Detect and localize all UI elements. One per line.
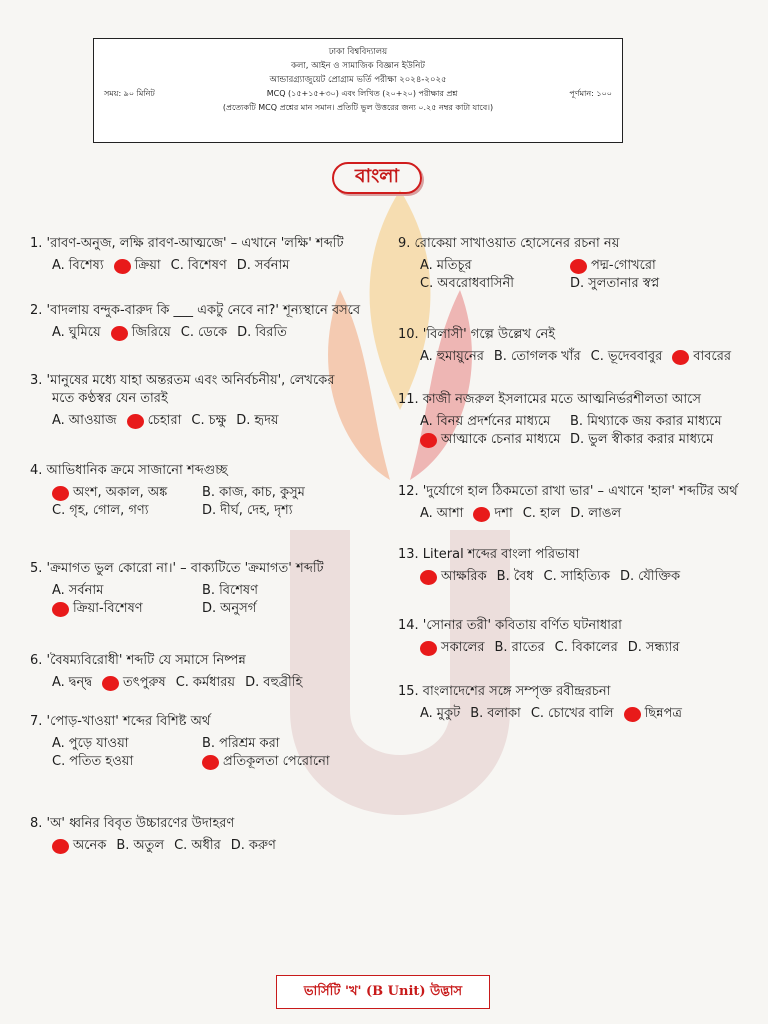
option-text: বিশেষ্য xyxy=(68,258,104,273)
question-stem: 11. কাজী নজরুল ইসলামের মতে আত্মনির্ভরশীলতা আসে xyxy=(398,392,701,407)
option-text: প্রতিকূলতা পেরোনো xyxy=(223,754,330,769)
option-label: A. xyxy=(52,258,65,273)
option-text: আশা xyxy=(436,506,464,521)
option-b xyxy=(473,505,512,523)
option-b xyxy=(495,639,545,657)
question-3 xyxy=(30,372,390,430)
option-b xyxy=(470,705,521,723)
option-label: D. xyxy=(236,258,251,273)
option-a xyxy=(52,412,117,430)
option-text: রাতের xyxy=(511,640,545,655)
option-b xyxy=(114,257,161,275)
option-label: A. xyxy=(52,583,65,598)
option-label: B. xyxy=(116,838,130,853)
option-text: মুকুট xyxy=(436,706,461,721)
question-stem: 12. 'দুর্যোগে হাল ঠিকমতো রাখা ভার' – এখানে 'হাল' শব্দটির অর্থ xyxy=(398,484,738,499)
exam-note: (প্রত্যেকটি MCQ প্রশ্নের মান সমান। প্রতিটি ভুল উত্তরের জন্য ০.২৫ নম্বর কাটা যাবে।) xyxy=(222,103,494,112)
option-text: কর্মধারয় xyxy=(192,675,236,690)
option-a xyxy=(52,582,202,600)
option-label: D. xyxy=(230,838,245,853)
exam-marks: পূর্ণমান: ১০০ xyxy=(569,89,612,98)
option-text: ঘুমিয়ে xyxy=(68,325,101,340)
option-text: কাজ, কাচ, কুসুম xyxy=(219,485,305,500)
option-label: C. xyxy=(522,506,536,521)
question-stem: 7. 'পোড়-খাওয়া' শব্দের বিশিষ্ট অর্থ xyxy=(30,714,211,729)
option-text: হুমায়ুনের xyxy=(436,349,484,364)
option-text: করুণ xyxy=(248,838,276,853)
question-stem: 8. 'অ' ধ্বনির বিবৃত উচ্চারণের উদাহরণ xyxy=(30,816,235,831)
question-stem: 4. আভিধানিক ক্রমে সাজানো শব্দগুচ্ছ xyxy=(30,463,228,478)
option-b xyxy=(102,674,166,692)
option-text: পরিশ্রম করা xyxy=(219,736,280,751)
option-label: A. xyxy=(420,258,433,273)
option-list xyxy=(398,257,748,293)
option-text: দ্বন্দ্ব xyxy=(68,675,93,690)
option-text: যৌক্তিক xyxy=(638,569,681,584)
option-text: সুলতানার স্বপ্ন xyxy=(588,276,660,291)
option-c xyxy=(52,502,202,520)
option-label: A. xyxy=(52,413,65,428)
option-label: C. xyxy=(543,569,557,584)
option-c xyxy=(191,412,226,430)
answer-mark-icon xyxy=(672,350,689,365)
answer-mark-icon xyxy=(570,259,587,274)
exam-format: MCQ (১৫+১৫+৩০) এবং লিখিত (২০+২০) পরীক্ষার প্রশ্ন xyxy=(266,89,458,98)
option-text: বিকালের xyxy=(571,640,618,655)
option-label: D. xyxy=(236,413,251,428)
question-14 xyxy=(398,617,748,657)
answer-mark-icon xyxy=(52,602,69,617)
option-text: ভুল স্বীকার করার মাধ্যমে xyxy=(588,432,714,447)
answer-mark-icon xyxy=(420,433,437,448)
option-label: B. xyxy=(202,583,216,598)
option-d xyxy=(237,324,287,342)
option-text: অবরোধবাসিনী xyxy=(437,276,514,291)
option-label: C. xyxy=(174,838,188,853)
option-label: C. xyxy=(420,276,434,291)
option-label: D. xyxy=(627,640,642,655)
answer-mark-icon xyxy=(127,414,144,429)
option-label: A. xyxy=(52,675,65,690)
subject-title: বাংলা xyxy=(332,162,422,194)
option-c xyxy=(555,639,618,657)
option-b xyxy=(202,582,352,600)
option-d xyxy=(202,753,352,771)
option-label: B. xyxy=(470,706,484,721)
answer-mark-icon xyxy=(52,839,69,854)
option-text: পদ্ম-গোখরো xyxy=(591,258,656,273)
option-text: ডেকে xyxy=(197,325,228,340)
option-text: ভূদেববাবুর xyxy=(607,349,663,364)
option-text: দীর্ঘ, দেহ, দৃশ্য xyxy=(220,503,293,518)
option-d xyxy=(236,412,278,430)
exam-title: আন্ডারগ্র্যাজুয়েট প্রোগ্রাম ভর্তি পরীক্ষা ২০২৪-২০২৫ xyxy=(269,75,447,85)
option-c xyxy=(181,324,227,342)
option-text: গৃহ, গোল, গণ্য xyxy=(69,503,149,518)
option-text: ছিন্নপত্র xyxy=(644,706,682,721)
option-a xyxy=(420,348,484,366)
question-stem: 14. 'সোনার তরী' কবিতায় বর্ণিত ঘটনাধারা xyxy=(398,618,622,633)
answer-mark-icon xyxy=(202,755,219,770)
option-list xyxy=(30,674,390,692)
footer-label: ভার্সিটি 'খ' (B Unit) উদ্ভাস xyxy=(276,975,490,1009)
question-2 xyxy=(30,302,390,342)
option-a xyxy=(52,735,202,753)
exam-header xyxy=(93,38,623,143)
option-list xyxy=(398,639,748,657)
option-d xyxy=(202,502,352,520)
option-c xyxy=(523,505,561,523)
option-d xyxy=(231,837,276,855)
question-15 xyxy=(398,683,748,723)
option-a xyxy=(420,639,485,657)
option-b xyxy=(202,735,352,753)
option-list xyxy=(30,257,390,275)
option-text: মতিচূর xyxy=(436,258,472,273)
option-text: হাল xyxy=(539,506,561,521)
option-c xyxy=(531,705,614,723)
question-9 xyxy=(398,235,748,293)
option-text: বলাকা xyxy=(487,706,521,721)
question-stem-continued: মতে কণ্ঠস্বর যেন তারই xyxy=(52,391,168,406)
option-label: A. xyxy=(52,325,65,340)
option-label: B. xyxy=(202,485,216,500)
option-label: C. xyxy=(52,754,66,769)
option-label: A. xyxy=(420,506,433,521)
option-label: B. xyxy=(202,736,216,751)
option-label: C. xyxy=(554,640,568,655)
option-c xyxy=(420,275,570,293)
university-name: ঢাকা বিশ্ববিদ্যালয় xyxy=(328,47,388,57)
option-label: D. xyxy=(202,503,217,518)
option-d xyxy=(570,431,720,449)
answer-mark-icon xyxy=(420,570,437,585)
option-list xyxy=(30,324,390,342)
option-label: D. xyxy=(570,432,585,447)
option-text: মিথ্যাকে জয় করার মাধ্যমে xyxy=(587,414,722,429)
option-text: তোগলক খাঁর xyxy=(510,349,581,364)
question-5 xyxy=(30,560,390,618)
answer-mark-icon xyxy=(624,707,641,722)
option-text: বিরতি xyxy=(255,325,287,340)
option-label: D. xyxy=(570,276,585,291)
option-d xyxy=(672,348,731,366)
option-label: D. xyxy=(202,601,217,616)
option-text: অনেক xyxy=(73,838,107,853)
option-a xyxy=(52,257,104,275)
question-8 xyxy=(30,815,390,855)
option-text: পুড়ে যাওয়া xyxy=(68,736,129,751)
option-text: ক্রিয়া-বিশেষণ xyxy=(73,601,143,616)
answer-mark-icon xyxy=(102,676,119,691)
option-label: C. xyxy=(191,413,205,428)
option-c xyxy=(176,674,235,692)
question-stem: 2. 'বাদলায় বন্দুক-বারুদ কি ___ একটু নেবে না?' শূন্যস্থানে বসবে xyxy=(30,303,361,318)
question-13 xyxy=(398,546,748,586)
question-stem: 6. 'বৈষম্যবিরোধী' শব্দটি যে সমাসে নিষ্পন্ন xyxy=(30,653,246,668)
answer-mark-icon xyxy=(420,641,437,656)
option-text: অংশ, অকাল, অঙ্ক xyxy=(73,485,168,500)
option-b xyxy=(570,413,720,431)
option-list xyxy=(30,582,390,618)
option-c xyxy=(591,348,663,366)
option-text: পতিত হওয়া xyxy=(69,754,134,769)
option-label: D. xyxy=(619,569,635,584)
option-list xyxy=(398,505,748,523)
option-label: A. xyxy=(420,706,433,721)
option-b xyxy=(494,348,581,366)
question-11 xyxy=(398,391,748,449)
option-d xyxy=(628,639,680,657)
option-a xyxy=(52,484,202,502)
option-b xyxy=(127,412,182,430)
option-a xyxy=(420,505,463,523)
question-1 xyxy=(30,235,390,275)
option-text: আক্ষরিক xyxy=(441,569,487,584)
option-label: B. xyxy=(496,569,510,584)
option-a xyxy=(420,257,570,275)
question-stem: 5. 'ক্রমাগত ভুল কোরো না।' – বাক্যটিতে 'ক্রমাগত' শব্দটি xyxy=(30,561,324,576)
unit-name: কলা, আইন ও সামাজিক বিজ্ঞান ইউনিট xyxy=(291,61,425,71)
option-text: আত্মাকে চেনার মাধ্যমে xyxy=(441,432,561,447)
option-text: সকালের xyxy=(441,640,485,655)
option-b xyxy=(497,568,534,586)
option-c xyxy=(52,600,202,618)
option-text: বিশেষণ xyxy=(219,583,258,598)
option-text: বহুব্রীহি xyxy=(263,675,303,690)
question-7 xyxy=(30,713,390,771)
question-stem: 3. 'মানুষের মধ্যে যাহা অন্তরতম এবং অনির্বচনীয়', লেখকের xyxy=(30,373,335,388)
option-label: A. xyxy=(420,414,433,429)
option-list xyxy=(30,484,390,520)
answer-mark-icon xyxy=(473,507,490,522)
option-label: A. xyxy=(52,736,65,751)
option-text: অতুল xyxy=(133,838,165,853)
option-label: C. xyxy=(590,349,604,364)
option-b xyxy=(111,324,171,342)
option-list xyxy=(30,412,390,430)
answer-mark-icon xyxy=(114,259,131,274)
option-text: সর্বনাম xyxy=(68,583,104,598)
option-list xyxy=(398,413,748,449)
option-text: অনুসর্গ xyxy=(220,601,257,616)
option-text: বৈধ xyxy=(513,569,534,584)
option-label: D. xyxy=(245,675,260,690)
option-text: তৎপুরুষ xyxy=(123,675,166,690)
question-4 xyxy=(30,462,390,520)
option-text: চেহারা xyxy=(147,413,182,428)
question-10 xyxy=(398,326,748,366)
question-stem: 10. 'বিলাসী' গল্পে উল্লেখ নেই xyxy=(398,327,556,342)
option-text: সাহিত্যিক xyxy=(560,569,610,584)
question-12 xyxy=(398,483,748,523)
option-list xyxy=(398,348,748,366)
option-label: B. xyxy=(493,349,507,364)
option-label: B. xyxy=(570,414,584,429)
option-c xyxy=(420,431,570,449)
exam-time: সময়: ৯০ মিনিট xyxy=(104,89,155,98)
option-a xyxy=(420,413,570,431)
option-c xyxy=(52,753,202,771)
option-text: লাঙল xyxy=(588,506,622,521)
option-d xyxy=(245,674,302,692)
answer-mark-icon xyxy=(111,326,128,341)
option-d xyxy=(202,600,352,618)
option-d xyxy=(570,505,621,523)
option-label: C. xyxy=(180,325,194,340)
option-label: C. xyxy=(52,503,66,518)
option-list xyxy=(30,735,390,771)
option-text: সর্বনাম xyxy=(254,258,290,273)
option-text: বিশেষণ xyxy=(187,258,227,273)
question-stem: 1. 'রাবণ-অনুজ, লক্ষি রাবণ-আত্মজে' – এখানে 'লক্ষি' শব্দটি xyxy=(30,236,344,251)
option-c xyxy=(171,257,227,275)
option-d xyxy=(620,568,680,586)
answer-mark-icon xyxy=(52,486,69,501)
option-text: বিনয় প্রদর্শনের মাধ্যমে xyxy=(436,414,551,429)
option-text: চোখের বালি xyxy=(548,706,614,721)
option-label: D. xyxy=(570,506,585,521)
option-a xyxy=(52,837,106,855)
option-text: বাবরের xyxy=(693,349,732,364)
question-stem: 9. রোকেয়া সাখাওয়াত হোসেনের রচনা নয় xyxy=(398,236,620,251)
question-6 xyxy=(30,652,390,692)
option-a xyxy=(420,568,487,586)
option-label: C. xyxy=(170,258,184,273)
option-text: দশা xyxy=(494,506,513,521)
option-text: হৃদয় xyxy=(254,413,279,428)
option-d xyxy=(237,257,290,275)
option-c xyxy=(174,837,221,855)
option-b xyxy=(116,837,164,855)
option-a xyxy=(52,324,101,342)
option-text: ক্রিয়া xyxy=(134,258,161,273)
option-d xyxy=(570,275,720,293)
option-label: C. xyxy=(175,675,189,690)
option-c xyxy=(544,568,610,586)
option-d xyxy=(624,705,682,723)
option-list xyxy=(398,568,748,586)
question-stem: 15. বাংলাদেশের সঙ্গে সম্পৃক্ত রবীন্দ্ররচনা xyxy=(398,684,611,699)
option-text: চক্ষু xyxy=(208,413,227,428)
option-a xyxy=(420,705,460,723)
question-stem: 13. Literal শব্দের বাংলা পরিভাষা xyxy=(398,547,580,562)
option-b xyxy=(570,257,720,275)
option-label: D. xyxy=(237,325,252,340)
option-label: B. xyxy=(494,640,508,655)
option-label: C. xyxy=(530,706,545,721)
option-label: A. xyxy=(420,349,433,364)
option-text: আওয়াজ xyxy=(68,413,117,428)
option-text: সন্ধ্যার xyxy=(645,640,680,655)
option-b xyxy=(202,484,352,502)
option-list xyxy=(30,837,390,855)
option-a xyxy=(52,674,92,692)
option-list xyxy=(398,705,748,723)
option-text: অধীর xyxy=(191,838,221,853)
option-text: জিরিয়ে xyxy=(131,325,171,340)
